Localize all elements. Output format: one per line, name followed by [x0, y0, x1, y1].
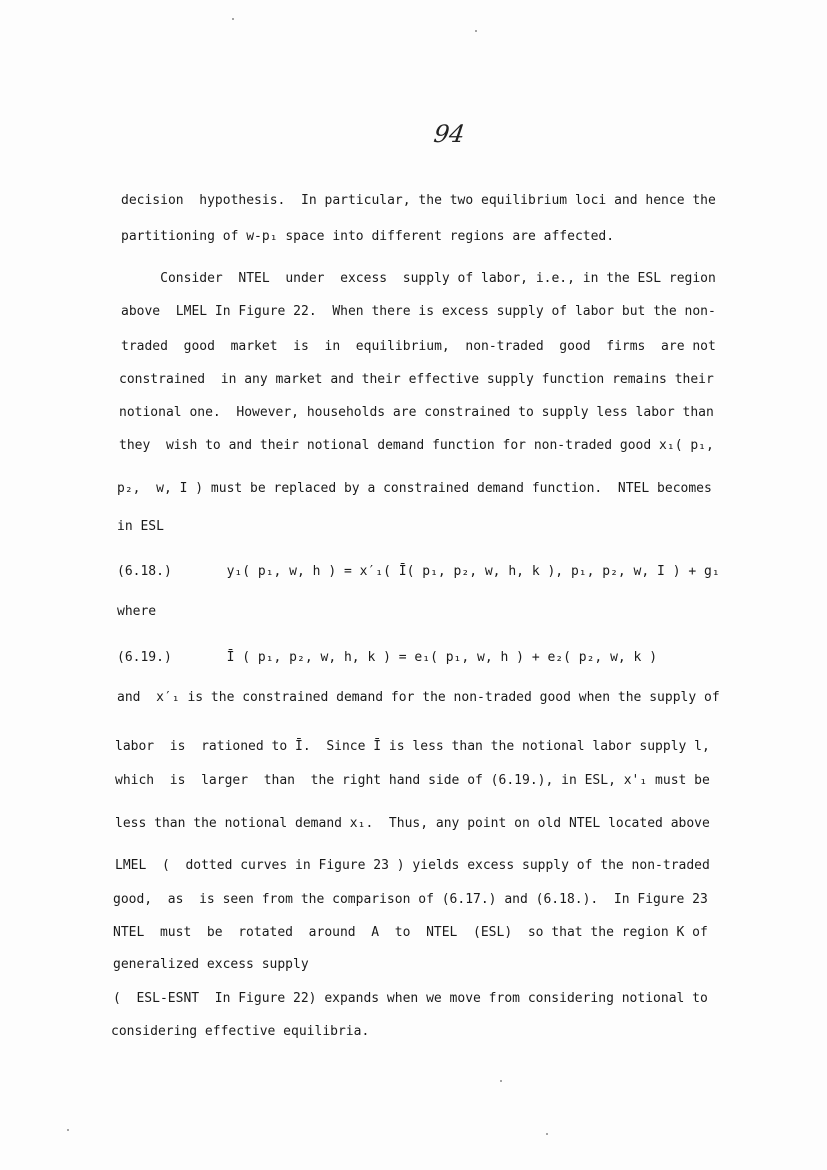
text-line: where — [117, 604, 157, 619]
text-line: and x′₁ is the constrained demand for the non-traded good when the supply of — [117, 690, 720, 705]
text-line: decision hypothesis. In particular, the two equilibrium loci and hence the — [121, 193, 716, 208]
text-line: LMEL ( dotted curves in Figure 23 ) yields excess supply of the non-traded — [115, 858, 710, 873]
text-line: ( ESL-ESNT In Figure 22) expands when we move from considering notional to — [113, 991, 708, 1006]
scan-speck — [232, 18, 234, 20]
scan-speck — [500, 1080, 502, 1082]
text-line: generalized excess supply — [113, 957, 309, 972]
scan-speck — [546, 1133, 548, 1135]
text-line: which is larger than the right hand side of (6.19.), in ESL, x'₁ must be — [115, 773, 710, 788]
text-line: traded good market is in equilibrium, non-traded good firms are not — [121, 339, 716, 354]
text-line: in ESL — [117, 519, 164, 534]
text-line: good, as is seen from the comparison of (6.17.) and (6.18.). In Figure 23 — [113, 892, 708, 907]
text-line: p₂, w, I ) must be replaced by a constrained demand function. NTEL becomes — [117, 481, 712, 496]
scan-speck — [67, 1129, 69, 1131]
page-number: 94 — [432, 120, 467, 148]
scan-speck — [475, 30, 477, 32]
text-line: less than the notional demand x₁. Thus, any point on old NTEL located above — [115, 816, 710, 831]
text-line: above LMEL In Figure 22. When there is excess supply of labor but the non- — [121, 304, 716, 319]
text-line: they wish to and their notional demand function for non-traded good x₁( p₁, — [119, 438, 714, 453]
text-line: constrained in any market and their effective supply function remains their — [119, 372, 714, 387]
text-line: Consider NTEL under excess supply of labor, i.e., in the ESL region — [121, 271, 716, 286]
text-line: considering effective equilibria. — [111, 1024, 370, 1039]
equation-6-18: (6.18.) y₁( p₁, w, h ) = x′₁( Ī( p₁, p₂, w, h, k ), p₁, p₂, w, I ) + g₁ — [117, 564, 720, 579]
text-line: partitioning of w-p₁ space into different regions are affected. — [121, 229, 615, 244]
text-line: labor is rationed to Ī. Since Ī is less than the notional labor supply l, — [115, 739, 710, 754]
equation-6-19: (6.19.) Ī ( p₁, p₂, w, h, k ) = e₁( p₁, w, h ) + e₂( p₂, w, k ) — [117, 650, 658, 665]
text-line: notional one. However, households are constrained to supply less labor than — [119, 405, 714, 420]
text-line: NTEL must be rotated around A to NTEL (ESL) so that the region K of — [113, 925, 708, 940]
